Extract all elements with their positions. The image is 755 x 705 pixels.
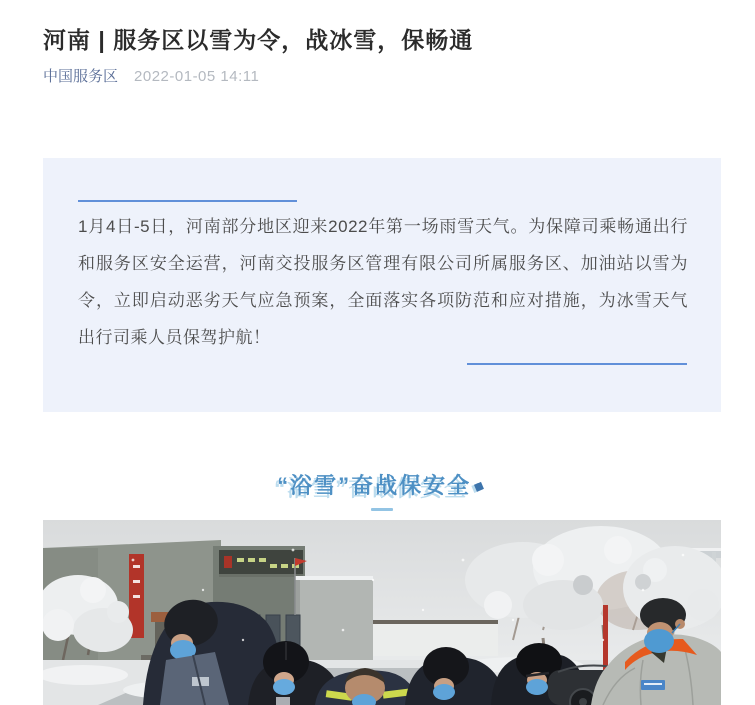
intro-paragraph: 1月4日-5日，河南部分地区迎来2022年第一场雨雪天气。为保障司乘畅通出行和服务区安全运营，河南交投服务区管理有限公司所属服务区、加油站以雪为令，立即启动恶劣天气应急预案，全面落实各项防范和应对措施，为冰雪天气出行司乘人员保驾护航！ bbox=[78, 217, 688, 347]
photo-illustration bbox=[43, 520, 721, 705]
publish-time: 2022-01-05 14:11 bbox=[134, 68, 260, 85]
diamond-sparkle-icon: ◆ bbox=[471, 476, 490, 496]
heading-underline bbox=[371, 508, 393, 511]
decorative-line-bottom bbox=[467, 363, 687, 365]
decorative-line-top bbox=[78, 200, 297, 202]
article-title: 河南 | 服务区以雪为令，战冰雪，保畅通 bbox=[43, 27, 474, 53]
intro-card bbox=[43, 158, 721, 412]
article-photo[interactable] bbox=[43, 520, 721, 705]
byline bbox=[43, 67, 259, 87]
section-heading bbox=[43, 470, 721, 511]
author-account-link[interactable]: 中国服务区 bbox=[43, 68, 119, 85]
section-heading-text: “浴雪”奋战保安全 bbox=[277, 473, 472, 498]
